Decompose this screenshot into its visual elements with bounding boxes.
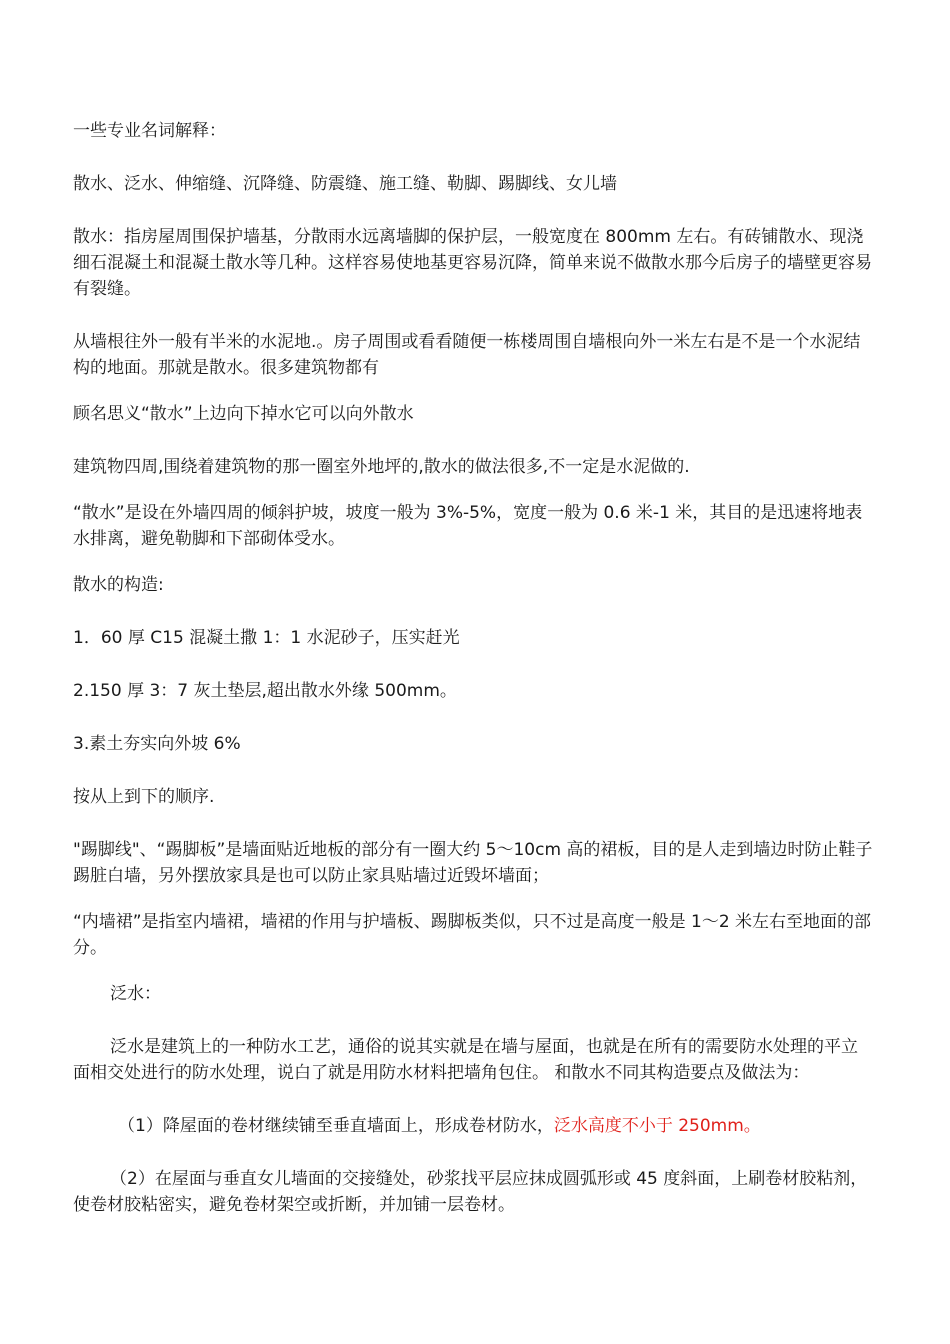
point-1-highlight: 泛水高度不小于 250mm。 xyxy=(553,1116,761,1136)
paragraph-tijiao: "踢脚线"、“踢脚板”是墙面贴近地板的部分有一圈大约 5～10cm 高的裙板，目的是人走到墙边时防止鞋子踢脏白墙，另外摆放家具是也可以防止家具贴墙过近毁坏墙面； xyxy=(73,840,873,886)
construction-step-1: 1．60 厚 C15 混凝土撒 1：1 水泥砂子，压实赶光 xyxy=(73,628,460,648)
paragraph-neiqiangqun: “内墙裙”是指室内墙裙，墙裙的作用与护墙板、踢脚板类似，只不过是高度一般是 1～2 米左右至地面的部分。 xyxy=(73,912,872,958)
paragraph-sanshui-definition: 散水：指房屋周围保护墙基，分散雨水远离墙脚的保护层，一般宽度在 800mm 左右。有砖铺散水、现浇细石混凝土和混凝土散水等几种。这样容易使地基更容易沉降，简单来说不做散水那今后房子的墙壁更容易有裂缝。 xyxy=(73,227,872,299)
fanshui-point-2: （2）在屋面与垂直女儿墙面的交接缝处，砂浆找平层应抹成圆弧形或 45 度斜面，上刷卷材胶粘剂，使卷材胶粘密实，避免卷材架空或折断，并加铺一层卷材。 xyxy=(73,1169,868,1215)
terms-list: 散水、泛水、伸缩缝、沉降缝、防震缝、施工缝、勒脚、踢脚线、女儿墙 xyxy=(73,174,617,194)
paragraph-sanshui-plain: 从墙根往外一般有半米的水泥地.。房子周围或看看随便一栋楼周围自墙根向外一米左右是不是一个水泥结构的地面。那就是散水。很多建筑物都有 xyxy=(73,332,861,378)
fanshui-heading: 泛水： xyxy=(110,984,161,1004)
paragraph-fanshui-definition: 泛水是建筑上的一种防水工艺，通俗的说其实就是在墙与屋面，也就是在所有的需要防水处理的平立面相交处进行的防水处理，说白了就是用防水材料把墙角包住。 和散水不同其构造要点及做法为： xyxy=(73,1037,858,1083)
point-1-text: （1）降屋面的卷材继续铺至垂直墙面上，形成卷材防水， xyxy=(118,1116,554,1136)
paragraph-sanshui-name: 顾名思义“散水”上边向下掉水它可以向外散水 xyxy=(73,404,414,424)
paragraph-sanshui-building: 建筑物四周,围绕着建筑物的那一圈室外地坪的,散水的做法很多,不一定是水泥做的. xyxy=(73,457,690,477)
fanshui-point-1 xyxy=(73,1113,873,1139)
heading: 一些专业名词解释： xyxy=(73,121,226,141)
document-body xyxy=(73,118,873,1218)
construction-step-2: 2.150 厚 3：7 灰土垫层,超出散水外缘 500mm。 xyxy=(73,681,457,701)
construction-heading: 散水的构造: xyxy=(73,575,164,595)
construction-step-3: 3.素土夯实向外坡 6% xyxy=(73,734,241,754)
order-note: 按从上到下的顺序. xyxy=(73,787,215,807)
paragraph-sanshui-slope: “散水”是设在外墙四周的倾斜护坡，坡度一般为 3%-5%，宽度一般为 0.6 米-1 米，其目的是迅速将地表水排离，避免勒脚和下部砌体受水。 xyxy=(73,503,863,549)
